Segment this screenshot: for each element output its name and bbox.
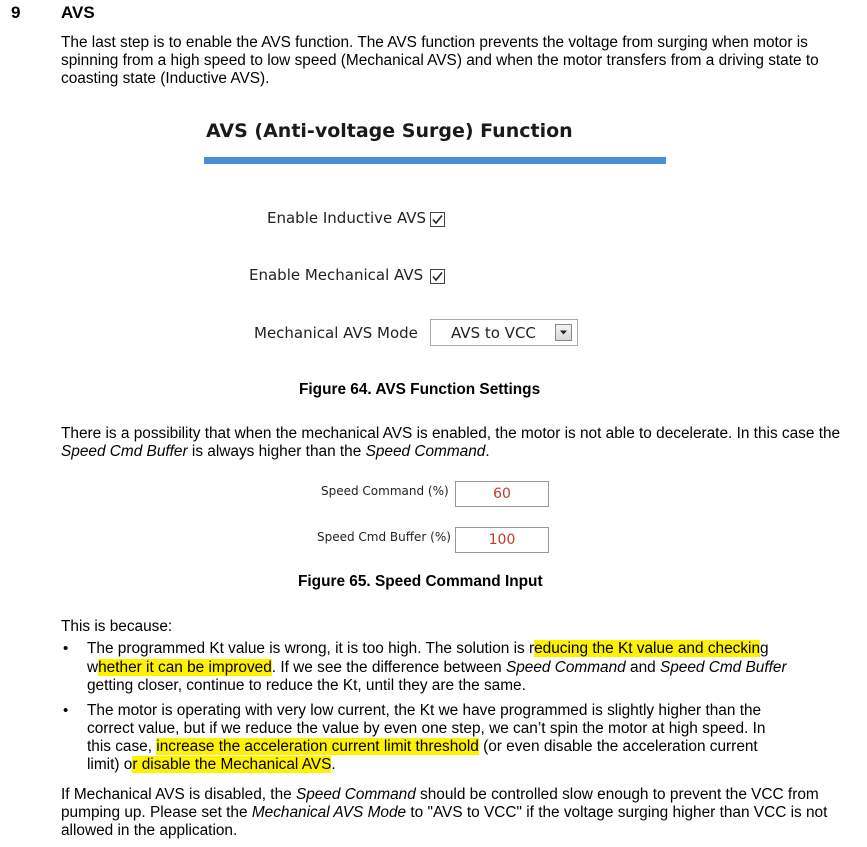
chevron-down-icon — [556, 325, 571, 340]
closing-paragraph: If Mechanical AVS is disabled, the Speed Command should be controlled slow enough to prevent the VCC from pumping up. Please set the Mechanical AVS Mode to "AVS to VCC" if the voltage surging higher than VCC is not allowed in the application. — [61, 786, 828, 839]
bullet-1-line-3: getting closer, continue to reduce the Kt, until they are the same. — [87, 677, 526, 694]
speed-command-label: Speed Command (%) — [321, 484, 449, 498]
bullet-2-line-2: correct value, but if we reduce the value by even one step, we can’t spin the motor at high speed. In — [87, 720, 766, 737]
mode-selected-value: AVS to VCC — [451, 324, 536, 342]
speed-cmd-buffer-label: Speed Cmd Buffer (%) — [317, 530, 451, 544]
this-is-because: This is because: — [61, 618, 173, 635]
bullet-marker: • — [63, 702, 69, 719]
dropdown-button[interactable] — [555, 324, 572, 341]
mechanical-avs-checkbox[interactable] — [430, 269, 445, 284]
speed-command-input[interactable]: 60 — [455, 481, 549, 507]
figure-65-caption: Figure 65. Speed Command Input — [298, 573, 543, 590]
inductive-avs-label: Enable Inductive AVS — [267, 209, 427, 227]
mechanical-avs-mode-label: Mechanical AVS Mode — [254, 324, 418, 342]
mechanical-avs-label: Enable Mechanical AVS — [249, 266, 424, 284]
bullet-2-line-3: this case, increase the acceleration current limit threshold (or even disable the acceleration current — [87, 738, 758, 755]
speed-cmd-buffer-input[interactable]: 100 — [455, 527, 549, 553]
checkmark-icon — [431, 270, 444, 283]
checkmark-icon — [431, 213, 444, 226]
inductive-avs-checkbox[interactable] — [430, 212, 445, 227]
panel-title-underline — [204, 157, 666, 164]
bullet-1-line-1: The programmed Kt value is wrong, it is too high. The solution is reducing the Kt value and checking — [87, 640, 769, 657]
bullet-2-line-4: limit) or disable the Mechanical AVS. — [87, 756, 336, 773]
bullet-marker: • — [63, 640, 69, 657]
mechanical-avs-paragraph: There is a possibility that when the mechanical AVS is enabled, the motor is not able to decelerate. In this case the Speed Cmd Buffer is always higher than the Speed Command. — [61, 425, 841, 460]
avs-panel-title: AVS (Anti-voltage Surge) Function — [206, 120, 573, 142]
bullet-1-line-2: whether it can be improved. If we see the difference between Speed Command and Speed Cmd Buffer — [87, 659, 787, 676]
section-title: AVS — [61, 3, 95, 22]
section-number: 9 — [11, 3, 21, 22]
bullet-2-line-1: The motor is operating with very low current, the Kt we have programmed is slightly higher than the — [87, 702, 762, 719]
intro-paragraph: The last step is to enable the AVS function. The AVS function prevents the voltage from surging when motor is spinning from a high speed to low speed (Mechanical AVS) and when the motor transfers from a driving state to coasting state (Inductive AVS). — [61, 34, 819, 87]
figure-64-caption: Figure 64. AVS Function Settings — [299, 381, 541, 398]
mechanical-avs-mode-select[interactable] — [430, 319, 578, 346]
